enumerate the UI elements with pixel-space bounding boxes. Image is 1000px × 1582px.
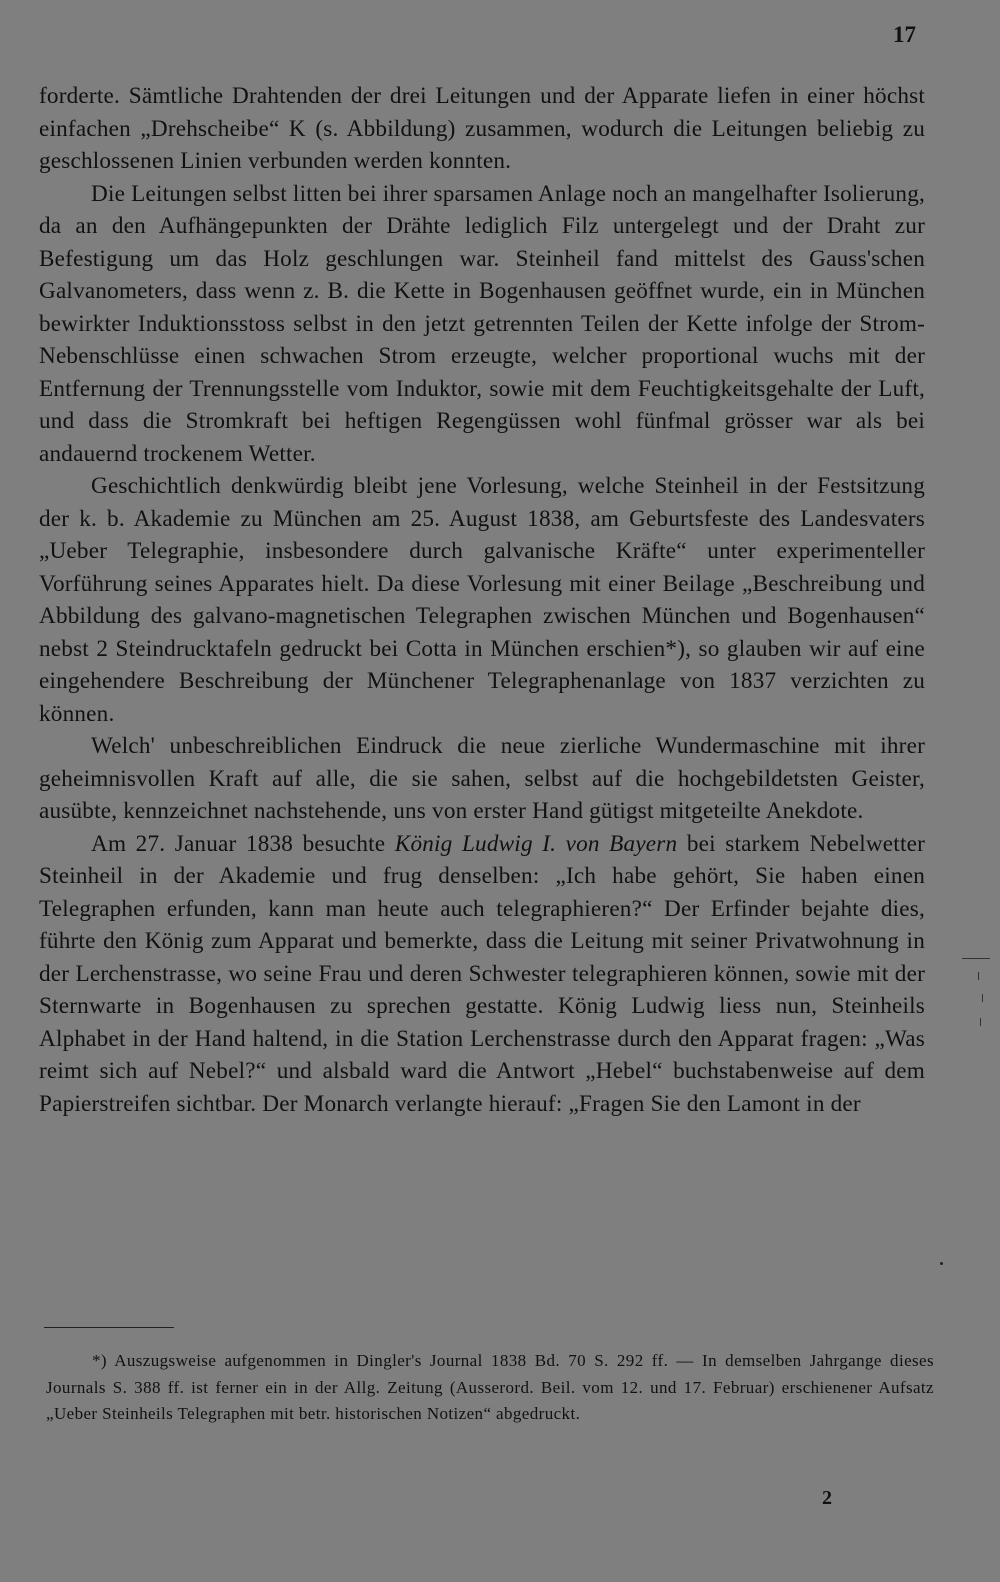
emphasized-name: König Ludwig I. von Bayern — [394, 830, 678, 857]
signature-mark: 2 — [822, 1487, 832, 1509]
footnote-divider — [44, 1327, 174, 1328]
footnote: *) Auszugsweise aufgenommen in Dingler's Journal 1838 Bd. 70 S. 292 ff. — In demselben Jahrgange dieses Journals S. 388 ff. ist ferner ein in der Allg. Zeitung (Ausserord. Beil. vom 12. und 17. Februar) erschienener Aufsatz „Ueber Steinheils Telegraphen mit betr. historischen Notizen“ abgedruckt. — [46, 1351, 934, 1423]
margin-mark — [962, 958, 990, 959]
paragraph-text: Am 27. Januar 1838 besuchte — [91, 830, 386, 857]
page-number: 17 — [893, 22, 916, 47]
margin-dot — [940, 1262, 943, 1265]
body-text — [39, 80, 925, 1120]
paragraph-text: bei starkem Nebelwetter Steinheil in der Akademie und frug denselben: „Ich habe gehört, Sie haben einen Telegraphen erfunden, kann man heute auch telegraphieren?“ Der Erfinder bejahte dies, führte den König zum Apparat und bemerkte, dass die Leitung mit seiner Privatwohnung in der Lerchenstrasse, wo seine Frau und deren Schwester telegraphieren können, sowie mit der Sternwarte in Bogenhausen zu sprechen gestatte. König Ludwig liess nun, Steinheils Alphabet in der Hand haltend, in die Station Lerchenstrasse durch den Apparat fragen: „Was reimt sich auf Nebel?“ und alsbald ward die Antwort „Hebel“ buchstabenweise auf dem Papierstreifen sichtbar. Der Monarch verlangte hierauf: „Fragen Sie den Lamont in der — [39, 830, 925, 1117]
paragraph — [39, 828, 925, 1121]
paragraph: forderte. Sämtliche Drahtenden der drei Leitungen und der Apparate liefen in einer höchst einfachen „Drehscheibe“ K (s. Abbildung) zusammen, wodurch die Leitungen beliebig zu geschlossenen Linien verbunden werden konnten. — [39, 83, 925, 174]
paragraph: Geschichtlich denkwürdig bleibt jene Vorlesung, welche Steinheil in der Festsitzung der k. b. Akademie zu München am 25. August 1838, am Geburtsfeste des Landesvaters „Ueber Telegraphie, insbesondere durch galvanische Kräfte“ unter experimenteller Vorführung seines Apparates hielt. Da diese Vorlesung mit einer Beilage „Beschreibung und Abbildung des galvano-magnetischen Telegraphen zwischen München und Bogenhausen“ nebst 2 Steindrucktafeln gedruckt bei Cotta in München erschien*), so glauben wir auf eine eingehendere Beschreibung der Münchener Telegraphenanlage von 1837 verzichten zu können. — [39, 473, 925, 727]
paragraph: Die Leitungen selbst litten bei ihrer sparsamen Anlage noch an mangelhafter Isolierung, da an den Aufhängepunkten der Drähte lediglich Filz untergelegt und der Draht zur Befestigung um das Holz geschlungen war. Steinheil fand mittelst des Gauss'schen Galvanometers, dass wenn z. B. die Kette in Bogenhausen geöffnet wurde, ein in München bewirkter Induktionsstoss selbst in den jetzt getrennten Teilen der Kette infolge der Strom-Nebenschlüsse einen schwachen Strom erzeugte, welcher proportional wuchs mit der Entfernung der Trennungsstelle vom Induktor, sowie mit dem Feuchtigkeitsgehalte der Luft, und dass die Stromkraft bei heftigen Regengüssen wohl fünfmal grösser war als bei andauernd trockenem Wetter. — [39, 180, 925, 467]
paragraph: Welch' unbeschreiblichen Eindruck die neue zierliche Wundermaschine mit ihrer geheimnisvollen Kraft auf alle, die sie sahen, selbst auf die hochgebildetsten Geister, ausübte, kennzeichnet nachstehende, uns von erster Hand gütigst mitgeteilte Anekdote. — [39, 733, 925, 824]
margin-ticks — [978, 972, 986, 1032]
